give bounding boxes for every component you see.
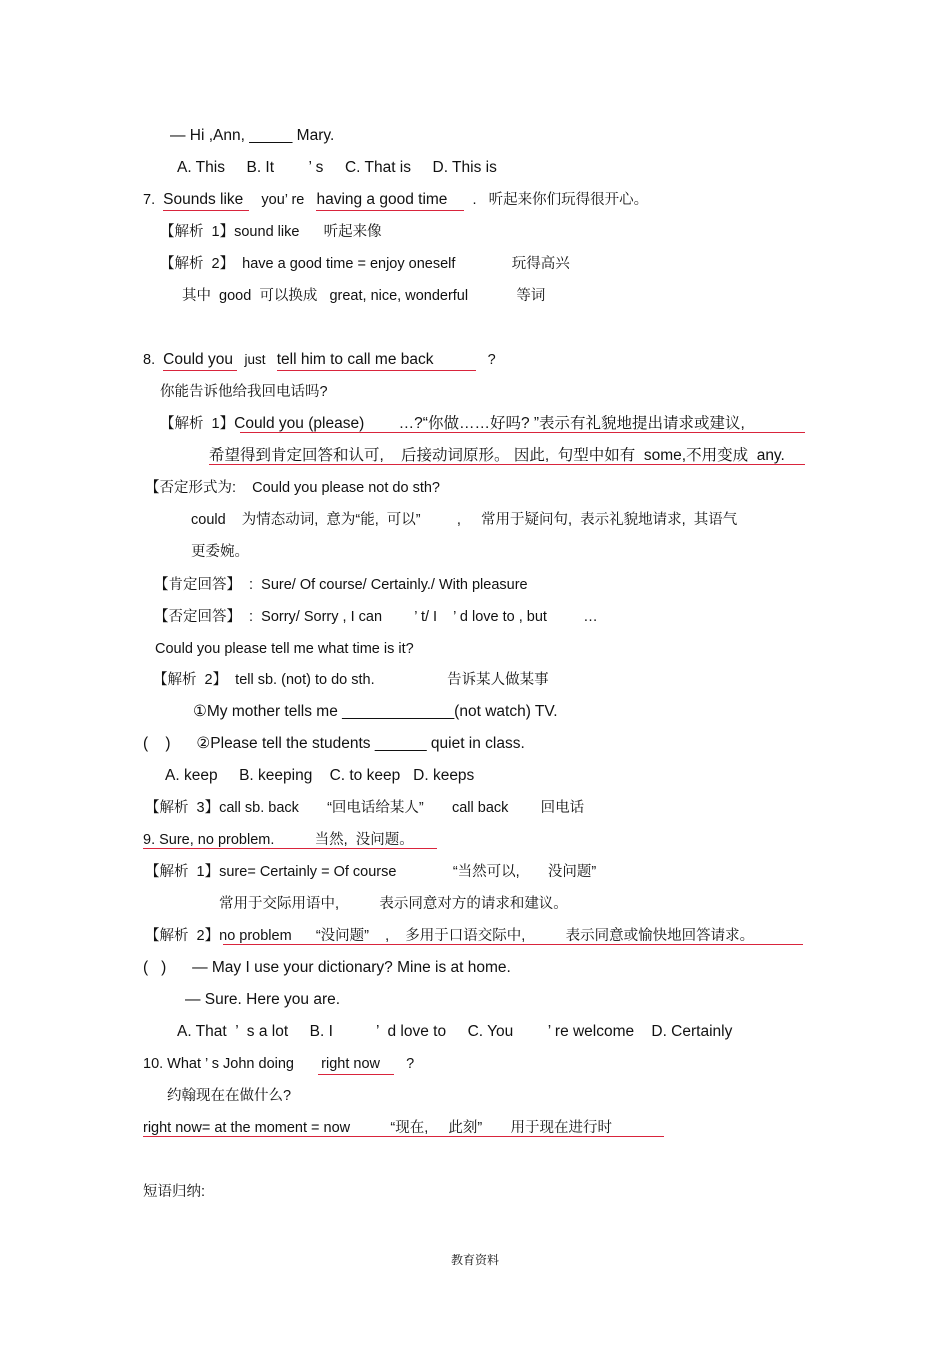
text-span: just (236, 352, 277, 367)
analysis-line: 【解析 1】sound like 听起来像 (160, 224, 382, 240)
analysis-line (145, 927, 754, 945)
exercise-line: ( ) — May I use your dictionary? Mine is at home. (143, 959, 511, 976)
options-line: A. This B. It ’ s C. That is D. This is (177, 159, 497, 176)
text-span: Could you (please) …?“你做……好吗? ”表示有礼貌地提出请求或建议, (234, 415, 745, 432)
dialogue-line: — Sure. Here you are. (185, 991, 341, 1008)
item-9: 9. Sure, no problem. 当然, 没问题。 (143, 832, 414, 848)
item-number: 8. (143, 352, 164, 368)
analysis-line: 【否定形式为: Could you please not do sth? (145, 480, 440, 496)
item-10 (143, 1055, 414, 1075)
translation-line: 你能告诉他给我回电话吗? (160, 384, 328, 400)
text-span: you’ re (249, 192, 317, 208)
analysis-line: 【解析 2】 have a good time = enjoy oneself 玩得高兴 (160, 256, 570, 272)
analysis-line: 【解析 3】call sb. back “回电话给某人” call back 回电话 (145, 800, 585, 816)
options-line: A. keep B. keeping C. to keep D. keeps (165, 767, 475, 784)
analysis-line (160, 415, 745, 433)
analysis-line: 常用于交际用语中, 表示同意对方的请求和建议。 (219, 896, 568, 912)
exercise-line: ①My mother tells me _____________(not watch) TV. (193, 703, 558, 720)
underlined-phrase: Sounds like (163, 191, 249, 211)
underlined-phrase: Could you (163, 351, 237, 371)
analysis-label: 【解析 1】 (160, 416, 235, 432)
item-number: 7. (143, 192, 164, 208)
red-underline (143, 1136, 664, 1137)
red-underline (223, 944, 803, 945)
analysis-line: 【肯定回答】 : Sure/ Of course/ Certainly./ With pleasure (154, 577, 528, 593)
analysis-line: 【解析 2】 tell sb. (not) to do sth. 告诉某人做某事 (153, 672, 549, 688)
text-span: ? (394, 1056, 415, 1072)
section-heading: 短语归纳: (143, 1184, 206, 1200)
options-line: A. That ’ s a lot B. I ’ d love to C. You ’ re welcome D. Certainly (177, 1023, 733, 1040)
red-underline (240, 432, 805, 433)
item-7 (143, 191, 648, 211)
text-span: . 听起来你们玩得很开心。 (464, 192, 649, 208)
note-line: right now= at the moment = now “现在, 此刻” 用于现在进行时 (143, 1120, 612, 1136)
underlined-phrase: right now (318, 1055, 394, 1075)
exercise-line: ( ) ②Please tell the students ______ quiet in class. (143, 735, 525, 752)
translation-line: 约翰现在在做什么? (167, 1088, 292, 1104)
page-footer: 教育资料 (450, 1253, 499, 1267)
analysis-label: 【解析 2】 (145, 928, 220, 944)
underlined-phrase: tell him to call me back (277, 351, 476, 371)
dialogue-line: — Hi ,Ann, _____ Mary. (170, 127, 335, 144)
item-8 (143, 351, 496, 371)
text-span: no problem “没问题” , 多用于口语交际中, 表示同意或愉快地回答请求。 (219, 928, 755, 944)
text-span: ? (475, 352, 496, 368)
example-line: Could you please tell me what time is it? (155, 641, 414, 657)
text-span: 10. What ’ s John doing (143, 1056, 319, 1072)
underlined-phrase: having a good time (316, 191, 464, 211)
red-underline (209, 464, 805, 465)
analysis-line: 希望得到肯定回答和认可, 后接动词原形。 因此, 句型中如有 some,不用变成 any. (209, 447, 785, 464)
analysis-line: 其中 good 可以换成 great, nice, wonderful 等词 (182, 288, 546, 304)
analysis-line: 更委婉。 (191, 544, 249, 560)
red-underline (143, 848, 437, 849)
analysis-line: 【否定回答】 : Sorry/ Sorry , I can ’ t/ I ’ d love to , but … (154, 609, 598, 625)
analysis-line: could 为情态动词, 意为“能, 可以” , 常用于疑问句, 表示礼貌地请求, 其语气 (191, 512, 738, 528)
analysis-line: 【解析 1】sure= Certainly = Of course “当然可以, 没问题” (145, 864, 597, 880)
